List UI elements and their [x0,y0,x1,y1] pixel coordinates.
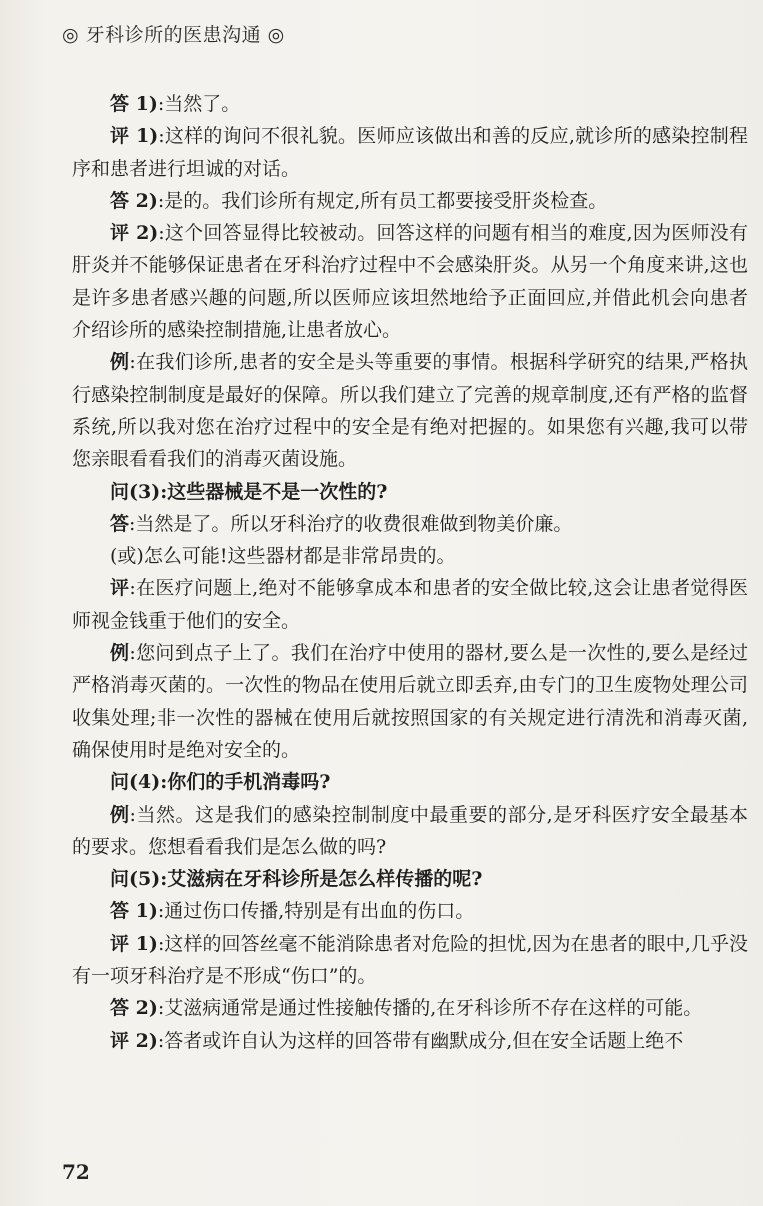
paragraph [72,120,748,185]
paragraph-text: :在我们诊所,患者的安全是头等重要的事情。根据科学研究的结果,严格执行感染控制制度是最好的保障。所以我们建立了完善的规章制度,还有严格的监督系统,所以我对您在治疗过程中的安全是有绝对把握的。如果您有兴趣,我可以带您亲眼看看我们的消毒灭菌设施。 [72,351,748,471]
page-number: 72 [62,1160,90,1184]
paragraph-text: :这样的回答丝毫不能消除患者对危险的担忧,因为在患者的眼中,几乎没有一项牙科治疗是不形成“伤口”的。 [72,932,749,988]
paragraph-text: :艾滋病通常是通过性接触传播的,在牙科诊所不存在这样的可能。 [157,997,703,1020]
paragraph-lead-label: 答 1) [110,93,158,115]
paragraph [72,540,748,572]
paragraph-text: :当然了。 [157,93,241,115]
paragraph [72,88,748,120]
paragraph-lead-label: 答 2) [110,189,158,212]
paragraph-lead-label: 评 1) [110,932,158,955]
paragraph-text: :是的。我们诊所有规定,所有员工都要接受肝炎检查。 [157,189,608,212]
paragraph [72,217,748,346]
paragraph-lead-label: 评 1) [110,125,159,148]
paragraph [72,895,748,927]
question-paragraph [72,863,748,895]
paragraph-text: :你们的手机消毒吗? [160,771,331,794]
paragraph-lead-label: 答 1) [110,900,158,923]
question-paragraph [72,766,748,798]
paragraph-text: :您问到点子上了。我们在治疗中使用的器材,要么是一次性的,要么是经过严格消毒灭菌的。一次性的物品在使用后就立即丢弃,由专门的卫生废物处理公司收集处理;非一次性的器械在使用后就按照国家的有关规定进行清洗和消毒灭菌,确保使用时是绝对安全的。 [72,642,748,761]
paragraph [72,1025,748,1057]
paragraph-lead-label: 问(4) [110,771,161,794]
paragraph-lead-label: 评 [110,577,130,600]
paragraph-text: (或)怎么可能!这些器材都是非常昂贵的。 [110,545,456,568]
paragraph-lead-label: 例 [110,642,130,665]
running-header: ◎ 牙科诊所的医患沟通 ◎ [62,24,285,46]
paragraph-lead-label: 例 [110,803,130,826]
paragraph-text: :这些器械是不是一次性的? [160,480,388,503]
paragraph-text: :当然是了。所以牙科治疗的收费很难做到物美价廉。 [129,512,573,535]
paragraph-lead-label: 答 2) [110,997,158,1020]
paragraph [72,572,748,637]
paragraph [72,508,748,540]
paragraph-lead-label: 例 [110,351,130,374]
body-text [72,88,748,1057]
paragraph [72,928,748,993]
paragraph [72,992,748,1024]
paragraph [72,185,748,217]
paragraph-text: :当然。这是我们的感染控制制度中最重要的部分,是牙科医疗安全最基本的要求。您想看看我们是怎么做的吗? [72,803,748,858]
paragraph [72,799,748,864]
paragraph-lead-label: 答 [110,512,130,535]
paragraph-text: :在医疗问题上,绝对不能够拿成本和患者的安全做比较,这会让患者觉得医师视金钱重于他们的安全。 [72,577,748,632]
paragraph [72,346,748,475]
paragraph-lead-label: 评 2) [110,1029,158,1052]
paragraph-text: :这样的询问不很礼貌。医师应该做出和善的反应,就诊所的感染控制程序和患者进行坦诚的对话。 [72,125,748,180]
question-paragraph [72,476,748,508]
paragraph [72,637,748,766]
paragraph-text: :通过伤口传播,特别是有出血的伤口。 [157,900,475,923]
paragraph-text: :这个回答显得比较被动。回答这样的问题有相当的难度,因为医师没有肝炎并不能够保证患者在牙科治疗过程中不会感染肝炎。从另一个角度来讲,这也是许多患者感兴趣的问题,所以医师应该坦然地给予正面回应,并借此机会向患者介绍诊所的感染控制措施,让患者放心。 [72,222,748,342]
paragraph-text: :艾滋病在牙科诊所是怎么样传播的呢? [160,868,483,891]
paragraph-lead-label: 问(5) [110,868,161,891]
paragraph-lead-label: 评 2) [110,222,159,245]
paragraph-text: :答者或许自认为这样的回答带有幽默成分,但在安全话题上绝不 [157,1029,684,1052]
paragraph-lead-label: 问(3) [110,480,161,503]
